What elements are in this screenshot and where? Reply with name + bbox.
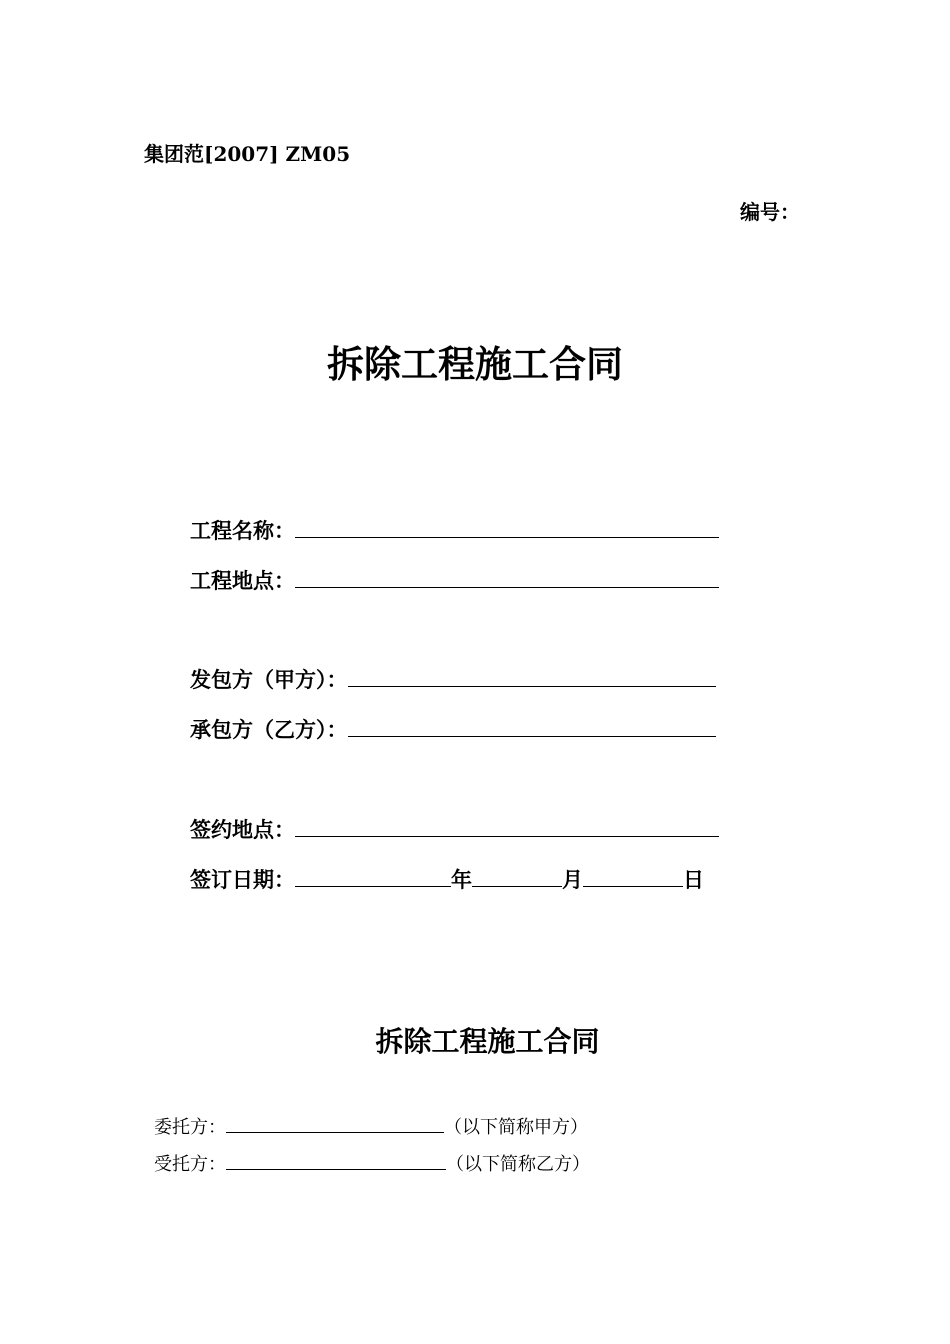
agent-row bbox=[154, 1150, 590, 1176]
principal-label: 委托方： bbox=[154, 1117, 226, 1138]
cover-title: 拆除工程施工合同 bbox=[327, 342, 623, 386]
signing-place-row bbox=[190, 814, 719, 844]
party-b-label: 承包方（乙方）： bbox=[190, 717, 348, 742]
year-blank bbox=[295, 864, 451, 887]
principal-row bbox=[154, 1113, 588, 1139]
project-name-row bbox=[190, 515, 719, 545]
agent-label: 受托方： bbox=[154, 1154, 226, 1175]
agent-blank bbox=[226, 1151, 446, 1170]
party-a-label: 发包方（甲方）： bbox=[190, 667, 348, 692]
document-code: 集团范[2007] ZM05 bbox=[144, 142, 351, 166]
party-a-row bbox=[190, 664, 716, 694]
year-label: 年 bbox=[451, 867, 472, 892]
document-number-label: 编号： bbox=[740, 200, 800, 224]
agent-suffix: （以下简称乙方） bbox=[446, 1154, 590, 1175]
project-location-label: 工程地点： bbox=[190, 568, 295, 593]
contract-title: 拆除工程施工合同 bbox=[375, 1025, 600, 1058]
party-b-blank bbox=[348, 714, 716, 737]
day-blank bbox=[583, 864, 683, 887]
principal-suffix: （以下简称甲方） bbox=[444, 1117, 588, 1138]
month-label: 月 bbox=[562, 867, 583, 892]
signing-place-label: 签约地点： bbox=[190, 817, 295, 842]
principal-blank bbox=[226, 1114, 444, 1133]
party-b-row bbox=[190, 714, 716, 744]
project-location-blank bbox=[295, 565, 719, 588]
month-blank bbox=[472, 864, 562, 887]
party-a-blank bbox=[348, 664, 716, 687]
signing-date-label: 签订日期： bbox=[190, 867, 295, 892]
signing-place-blank bbox=[295, 814, 719, 837]
project-name-blank bbox=[295, 515, 719, 538]
project-location-row bbox=[190, 565, 719, 595]
project-name-label: 工程名称： bbox=[190, 518, 295, 543]
signing-date-row bbox=[190, 864, 704, 894]
day-label: 日 bbox=[683, 867, 704, 892]
